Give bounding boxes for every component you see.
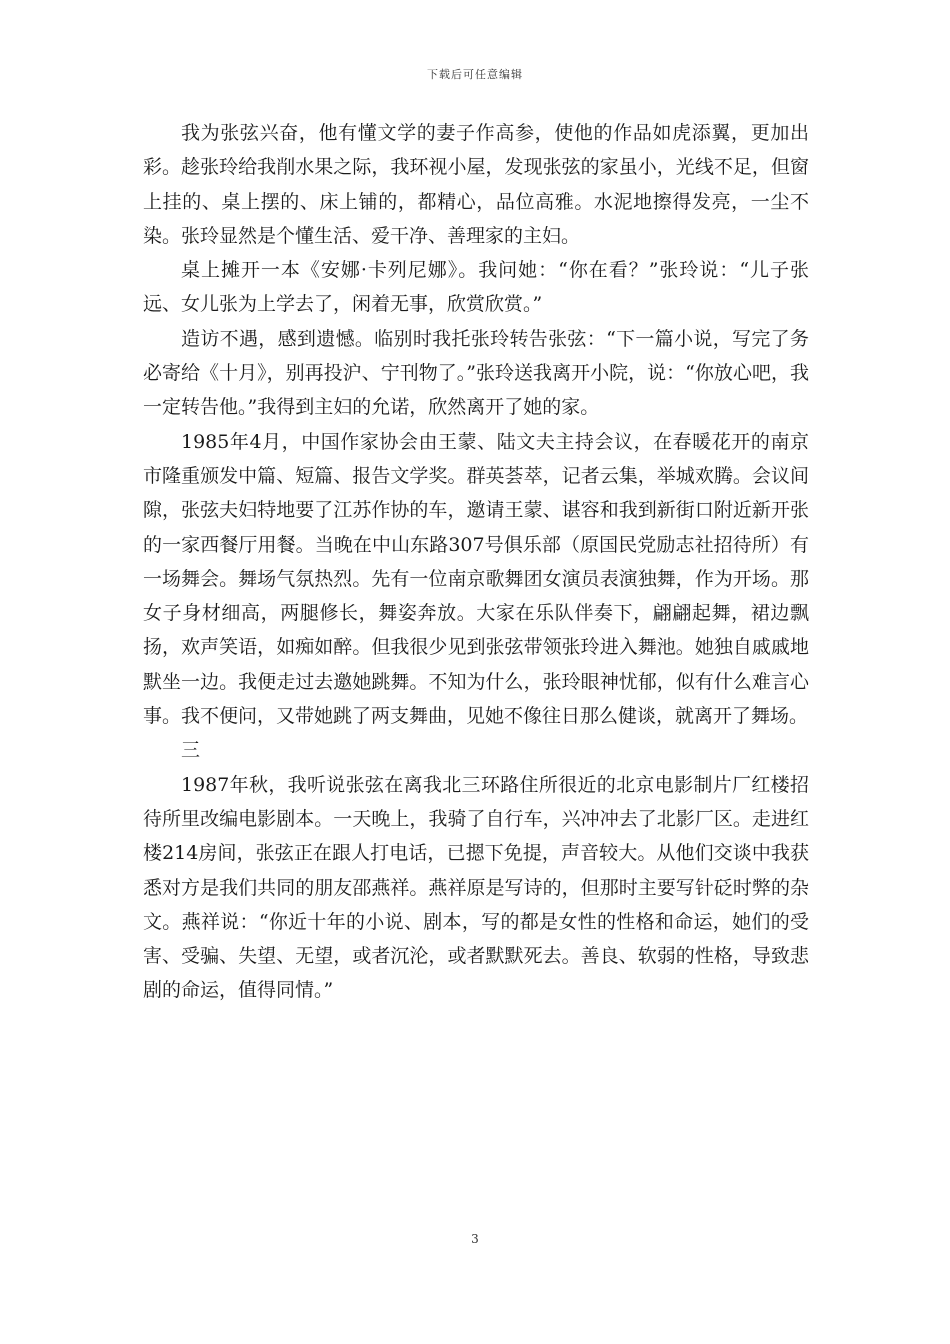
page-number: 3 — [471, 1232, 479, 1246]
paragraph-1: 我为张弦兴奋，他有懂文学的妻子作高参，使他的作品如虎添翼，更加出彩。趁张玲给我削水果之际，我环视小屋，发现张弦的家虽小，光线不足，但窗上挂的、桌上摆的、床上铺的，都精心，品位高雅。水泥地擦得发亮，一尘不染。张玲显然是个懂生活、爱干净、善理家的主妇。 — [143, 122, 809, 247]
paragraph-4: 1985年4月，中国作家协会由王蒙、陆文夫主持会议，在春暖花开的南京市隆重颁发中篇、短篇、报告文学奖。群英荟萃，记者云集，举城欢腾。会议间隙，张弦夫妇特地要了江苏作协的车，邀请王蒙、谌容和我到新街口附近新开张的一家西餐厅用餐。当晚在中山东路307号俱乐部（原国民党励志社招待所）有一场舞会。舞场气氛热烈。先有一位南京歌舞团女演员表演独舞，作为开场。那女子身材细高，两腿修长，舞姿奔放。大家在乐队伴奏下，翩翩起舞，裙边飘扬，欢声笑语，如痴如醉。但我很少见到张弦带领张玲进入舞池。她独自戚戚地默坐一边。我便走过去邀她跳舞。不知为什么，张玲眼神忧郁，似有什么难言心事。我不便问，又带她跳了两支舞曲，见她不像往日那么健谈，就离开了舞场。 — [143, 430, 809, 728]
paragraph-2: 桌上摊开一本《安娜·卡列尼娜》。我问她：“你在看？”张玲说：“儿子张远、女儿张为上学去了，闲着无事，欣赏欣赏。” — [143, 259, 809, 316]
paragraph-5: 1987年秋，我听说张弦在离我北三环路住所很近的北京电影制片厂红楼招待所里改编电影剧本。一天晚上，我骑了自行车，兴冲冲去了北影厂区。走进红楼214房间，张弦正在跟人打电话，已摁下免提，声音较大。从他们交谈中我获悉对方是我们共同的朋友邵燕祥。燕祥原是写诗的，但那时主要写针砭时弊的杂文。燕祥说：“你近十年的小说、剧本，写的都是女性的性格和命运，她们的受害、受骗、失望、无望，或者沉沦，或者默默死去。善良、软弱的性格，导致悲剧的命运，值得同情。” — [143, 773, 809, 1002]
paragraph-3: 造访不遇，感到遗憾。临别时我托张玲转告张弦：“下一篇小说，写完了务必寄给《十月》，别再投沪、宁刊物了。”张玲送我离开小院，说：“你放心吧，我一定转告他。”我得到主妇的允诺，欣然离开了她的家。 — [143, 327, 809, 419]
article-body — [143, 116, 809, 1008]
page-header: 下载后可任意编辑 — [427, 68, 523, 81]
section-heading: 三 — [181, 739, 201, 762]
